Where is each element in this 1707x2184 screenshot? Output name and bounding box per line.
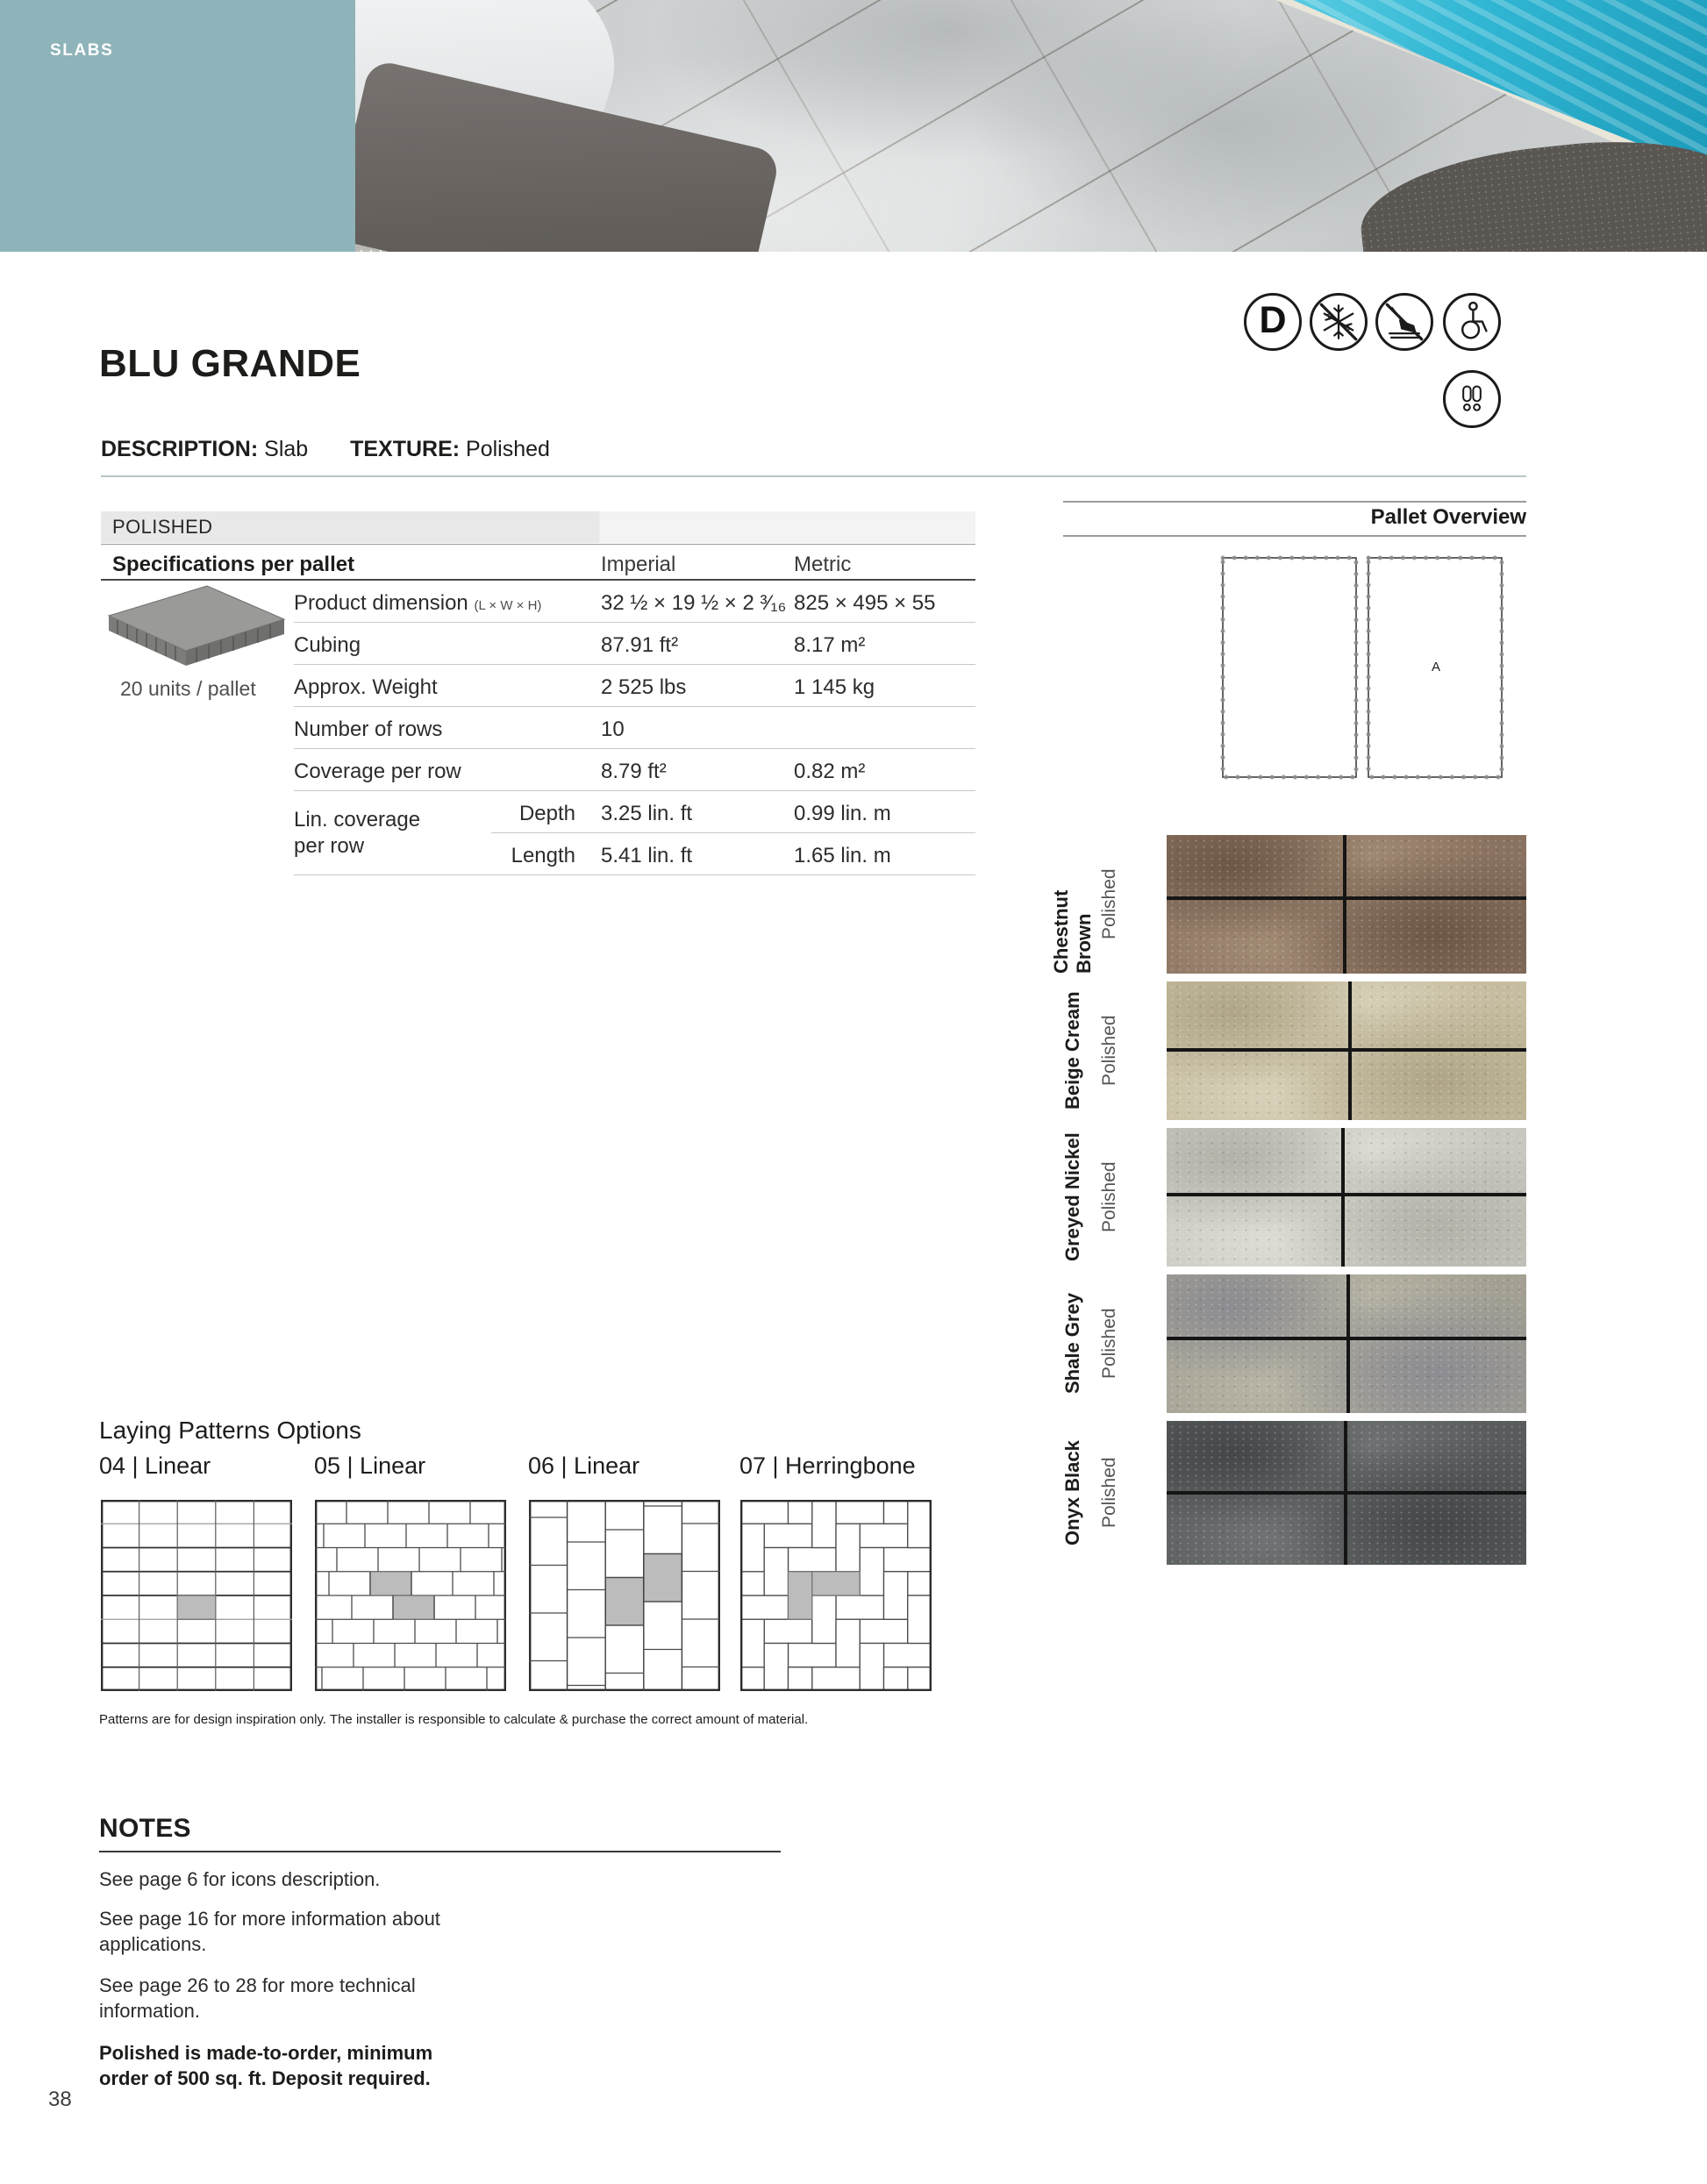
pallet-overview-title: Pallet Overview <box>1370 505 1526 529</box>
spec-value-imperial: 5.41 lin. ft <box>601 844 693 867</box>
spec-value-imperial: 10 <box>601 717 625 741</box>
patterns-disclaimer: Patterns are for design inspiration only. The installer is responsible to calculate & purchase the correct amount of material. <box>99 1712 809 1727</box>
color-swatch <box>1167 1421 1526 1565</box>
spec-value-imperial: 2 525 lbs <box>601 675 687 699</box>
swatch-joint-vertical <box>1346 1274 1350 1413</box>
swatch-joint-horizontal <box>1167 896 1526 900</box>
pattern-diagram-05-linear <box>315 1500 506 1691</box>
pattern-label-04: 04 | Linear <box>99 1452 211 1479</box>
spec-col-metric: Metric <box>794 553 852 576</box>
product-subtitle <box>101 437 550 462</box>
spec-row-label: Lin. coverage per row <box>294 808 421 858</box>
spec-value-metric: 1.65 lin. m <box>794 844 891 867</box>
texture-value: Polished <box>466 437 550 461</box>
color-finish: Polished <box>1099 1015 1119 1087</box>
grade-d-icon: D <box>1244 293 1302 351</box>
spec-value-metric: 0.82 m² <box>794 760 866 783</box>
patterns-section-title: Laying Patterns Options <box>99 1417 361 1444</box>
page-number: 38 <box>48 2088 72 2111</box>
pattern-label-06: 06 | Linear <box>528 1452 640 1479</box>
color-name: Chestnut Brown <box>1050 889 1095 974</box>
finish-header-bar <box>101 511 975 543</box>
color-finish: Polished <box>1099 868 1119 940</box>
spec-row-label: Product dimension (L × W × H) <box>294 591 542 615</box>
note-item-bold: Polished is made-to-order, minimum order of 500 sq. ft. Deposit required. <box>99 2042 433 2089</box>
color-swatch <box>1167 981 1526 1120</box>
spec-row-label: Approx. Weight <box>294 675 438 699</box>
finish-header-label: POLISHED <box>112 516 213 538</box>
color-finish: Polished <box>1099 1457 1119 1529</box>
spec-sub-label: Depth <box>518 802 575 825</box>
color-row-chestnut-brown <box>1050 835 1526 974</box>
color-name: Onyx Black <box>1061 1440 1083 1545</box>
swatch-joint-vertical <box>1341 1128 1345 1267</box>
color-name: Greyed Nickel <box>1061 1132 1083 1262</box>
pattern-label-07: 07 | Herringbone <box>739 1452 916 1479</box>
wheelchair-accessible-icon <box>1443 293 1501 351</box>
pallet-overview-diagram <box>1218 551 1507 789</box>
color-finish: Polished <box>1099 1308 1119 1380</box>
spec-value-imperial: 32 ½ × 19 ½ × 2 ³⁄₁₆ <box>601 591 787 615</box>
spec-col-imperial: Imperial <box>601 553 676 576</box>
section-label: SLABS <box>50 41 114 60</box>
no-snow-removal-icon <box>1375 293 1433 351</box>
spec-table-header <box>101 544 975 581</box>
swatch-joint-horizontal <box>1167 1491 1526 1495</box>
color-finish: Polished <box>1099 1161 1119 1233</box>
pattern-diagram-04-linear <box>101 1500 292 1691</box>
swatch-joint-horizontal <box>1167 1048 1526 1052</box>
section-color-block <box>0 0 355 252</box>
description-label: DESCRIPTION: <box>101 437 259 461</box>
pallet-overview-rule-top <box>1063 501 1526 503</box>
spec-col-label: Specifications per pallet <box>112 553 355 576</box>
notes-underline <box>99 1851 781 1852</box>
color-name: Beige Cream <box>1061 991 1083 1110</box>
spec-value-imperial: 3.25 lin. ft <box>601 802 693 825</box>
description-value: Slab <box>264 437 309 461</box>
color-row-shale-grey <box>1058 1274 1526 1413</box>
spec-row-label: Cubing <box>294 633 361 657</box>
hero-photo <box>355 0 1707 252</box>
swatch-joint-horizontal <box>1167 1193 1526 1196</box>
swatch-joint-horizontal <box>1167 1337 1526 1340</box>
swatch-texture <box>1167 1128 1526 1267</box>
pallet-thumbnail <box>104 581 289 673</box>
pallet-units-label: 20 units / pallet <box>120 677 256 700</box>
swatch-joint-vertical <box>1343 835 1346 974</box>
pattern-label-05: 05 | Linear <box>314 1452 426 1479</box>
notes-title: NOTES <box>99 1814 191 1843</box>
note-item: See page 26 to 28 for more technical information. <box>99 1974 416 2022</box>
wicker-ottoman <box>1354 126 1707 252</box>
color-row-onyx-black <box>1058 1421 1526 1565</box>
color-swatch <box>1167 1274 1526 1413</box>
color-name: Shale Grey <box>1061 1293 1083 1395</box>
color-row-greyed-nickel <box>1058 1128 1526 1267</box>
color-swatch <box>1167 1128 1526 1267</box>
note-item: See page 6 for icons description. <box>99 1868 381 1890</box>
spec-value-imperial: 8.79 ft² <box>601 760 667 783</box>
spec-row-label: Number of rows <box>294 717 443 741</box>
pallet-overview-rule-bottom <box>1063 535 1526 537</box>
color-swatch <box>1167 835 1526 974</box>
page-title: BLU GRANDE <box>99 342 361 385</box>
pattern-diagram-07-herringbone <box>740 1500 932 1691</box>
dimension-note: (L × W × H) <box>474 598 542 613</box>
spec-value-metric: 825 × 495 × 55 <box>794 591 936 615</box>
spec-value-metric: 8.17 m² <box>794 633 866 657</box>
note-item: See page 16 for more information about applications. <box>99 1908 440 1955</box>
spec-value-metric: 1 145 kg <box>794 675 875 699</box>
swatch-texture <box>1167 835 1526 974</box>
pallet-slab-label: A <box>1431 660 1440 674</box>
color-row-beige-cream <box>1058 981 1526 1120</box>
pattern-diagram-06-linear <box>529 1500 720 1691</box>
no-deicing-salt-icon <box>1310 293 1368 351</box>
spec-sub-label: Length <box>511 844 575 867</box>
spec-row-label: Coverage per row <box>294 760 461 783</box>
header-divider <box>101 475 1526 477</box>
footprints-icon <box>1443 370 1501 428</box>
texture-label: TEXTURE: <box>350 437 461 461</box>
spec-value-metric: 0.99 lin. m <box>794 802 891 825</box>
spec-value-imperial: 87.91 ft² <box>601 633 679 657</box>
